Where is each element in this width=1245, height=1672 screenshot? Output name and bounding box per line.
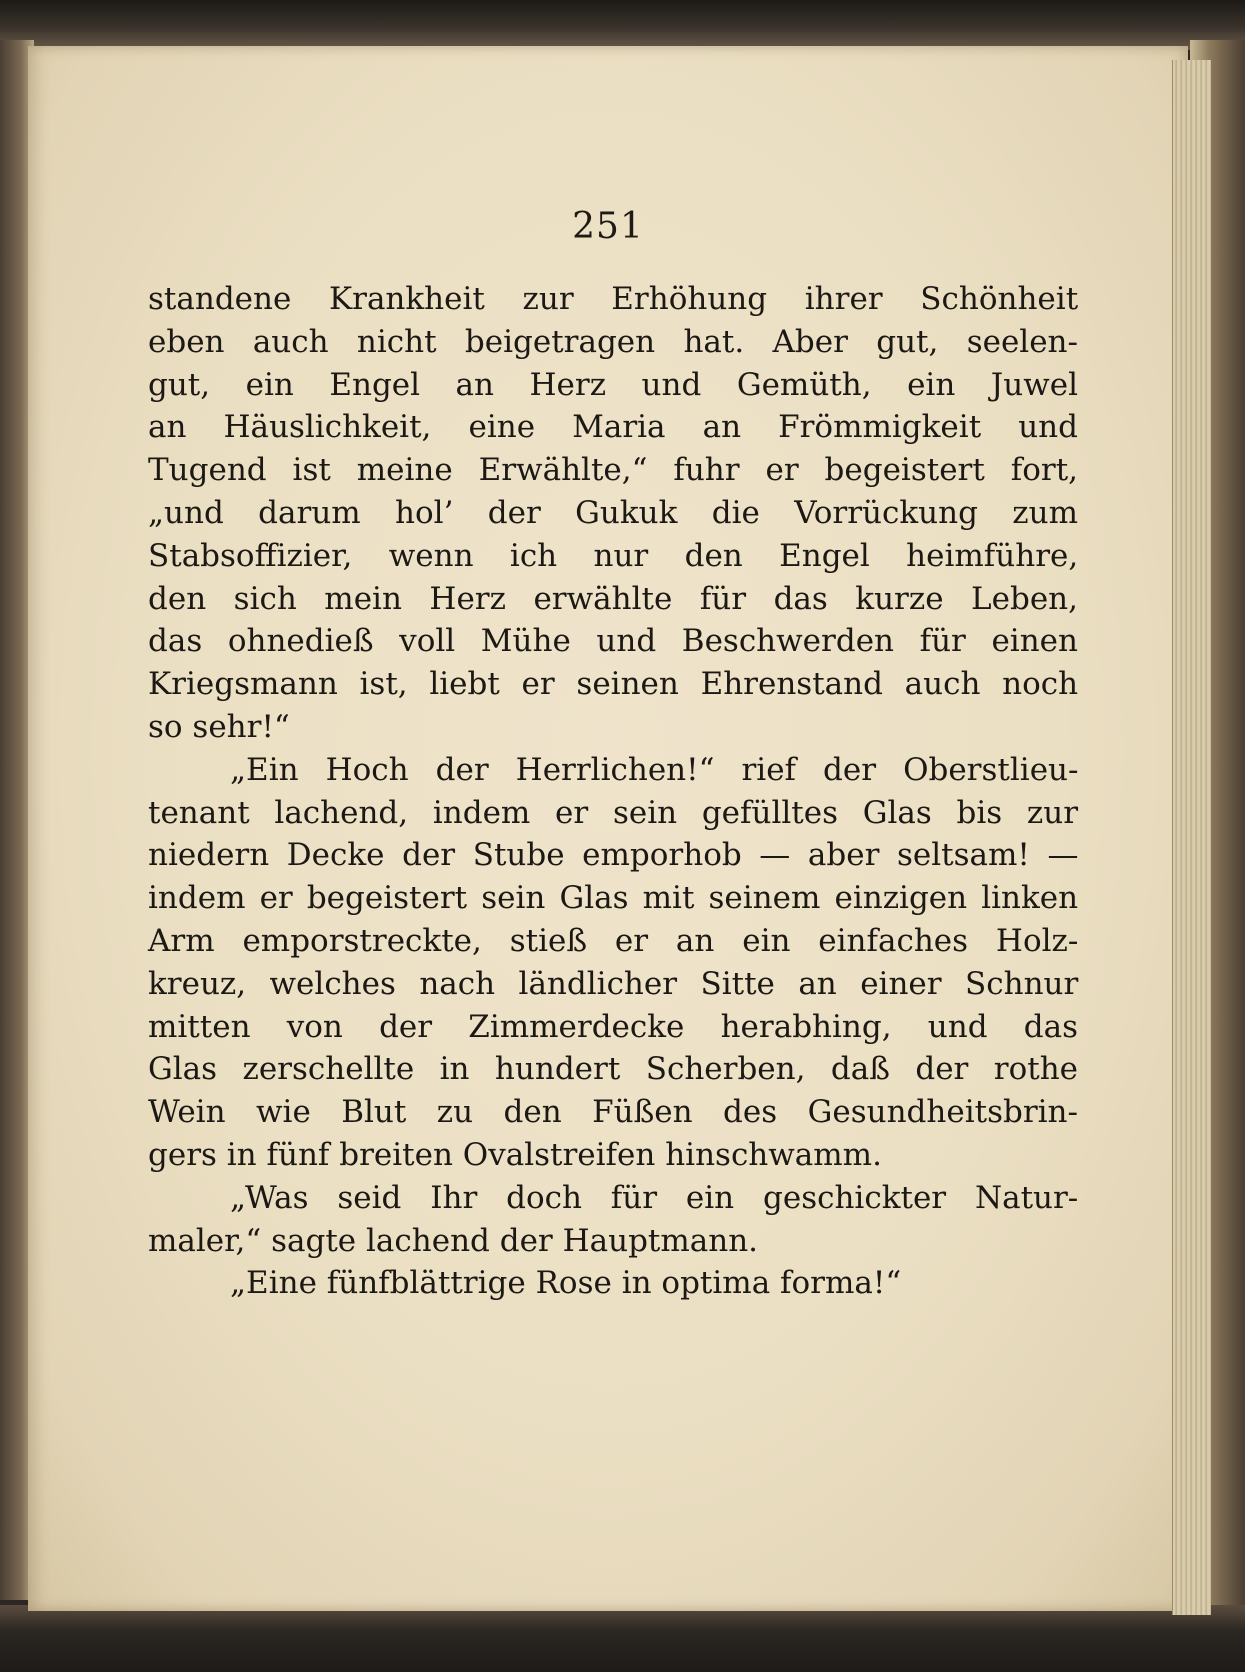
book-page <box>28 46 1188 1611</box>
text-line: kreuz, welches nach ländlicher Sitte an einer Schnur <box>148 965 1079 1002</box>
book-cover-bottom <box>0 1605 1245 1672</box>
book-cover-top <box>0 0 1245 50</box>
text-line: niedern Decke der Stube emporhob — aber seltsam! — <box>148 837 1079 874</box>
text-line: tenant lachend, indem er sein gefülltes Glas bis zur <box>148 794 1079 831</box>
text-line: so sehr!“ <box>148 708 290 745</box>
text-line: Kriegsmann ist, liebt er seinen Ehrenstand auch noch <box>148 666 1079 703</box>
text-line: Arm emporstreckte, stieß er an ein einfaches Holz- <box>148 922 1079 959</box>
text-line: eben auch nicht beigetragen hat. Aber gut, seelen- <box>148 323 1078 360</box>
page-edges <box>1172 60 1211 1615</box>
text-line: den sich mein Herz erwählte für das kurze Leben, <box>148 580 1078 617</box>
text-line: mitten von der Zimmerdecke herabhing, und das <box>148 1008 1078 1045</box>
text-line: das ohnedieß voll Mühe und Beschwerden für einen <box>148 623 1078 660</box>
text-line: gut, ein Engel an Herz und Gemüth, ein Juwel <box>148 366 1078 403</box>
text-line: Tugend ist meine Erwählte,“ fuhr er begeistert fort, <box>148 452 1078 489</box>
text-line: standene Krankheit zur Erhöhung ihrer Schönheit <box>148 281 1079 317</box>
text-line: Stabsoffizier, wenn ich nur den Engel heimführe, <box>148 537 1079 574</box>
text-line: an Häuslichkeit, eine Maria an Frömmigkeit und <box>148 409 1078 446</box>
text-line: maler,“ sagte lachend der Hauptmann. <box>148 1222 759 1259</box>
page-text <box>148 278 1078 1305</box>
text-line: „Ein Hoch der Herrlichen!“ rief der Oberstlieu- <box>230 751 1079 788</box>
text-line: gers in fünf breiten Ovalstreifen hinschwamm. <box>148 1136 882 1173</box>
text-line: indem er begeistert sein Glas mit seinem einzigen linken <box>148 880 1079 917</box>
text-line: Glas zerschellte in hundert Scherben, daß der rothe <box>148 1051 1079 1088</box>
text-line: „Eine fünfblättrige Rose in optima forma!“ <box>230 1265 902 1302</box>
page-number: 251 <box>572 206 644 247</box>
text-line: Wein wie Blut zu den Füßen des Gesundheitsbrin- <box>148 1094 1078 1131</box>
text-line: „Was seid Ihr doch für ein geschickter Natur- <box>230 1179 1079 1216</box>
text-line: „und darum hol’ der Gukuk die Vorrückung zum <box>148 494 1078 531</box>
